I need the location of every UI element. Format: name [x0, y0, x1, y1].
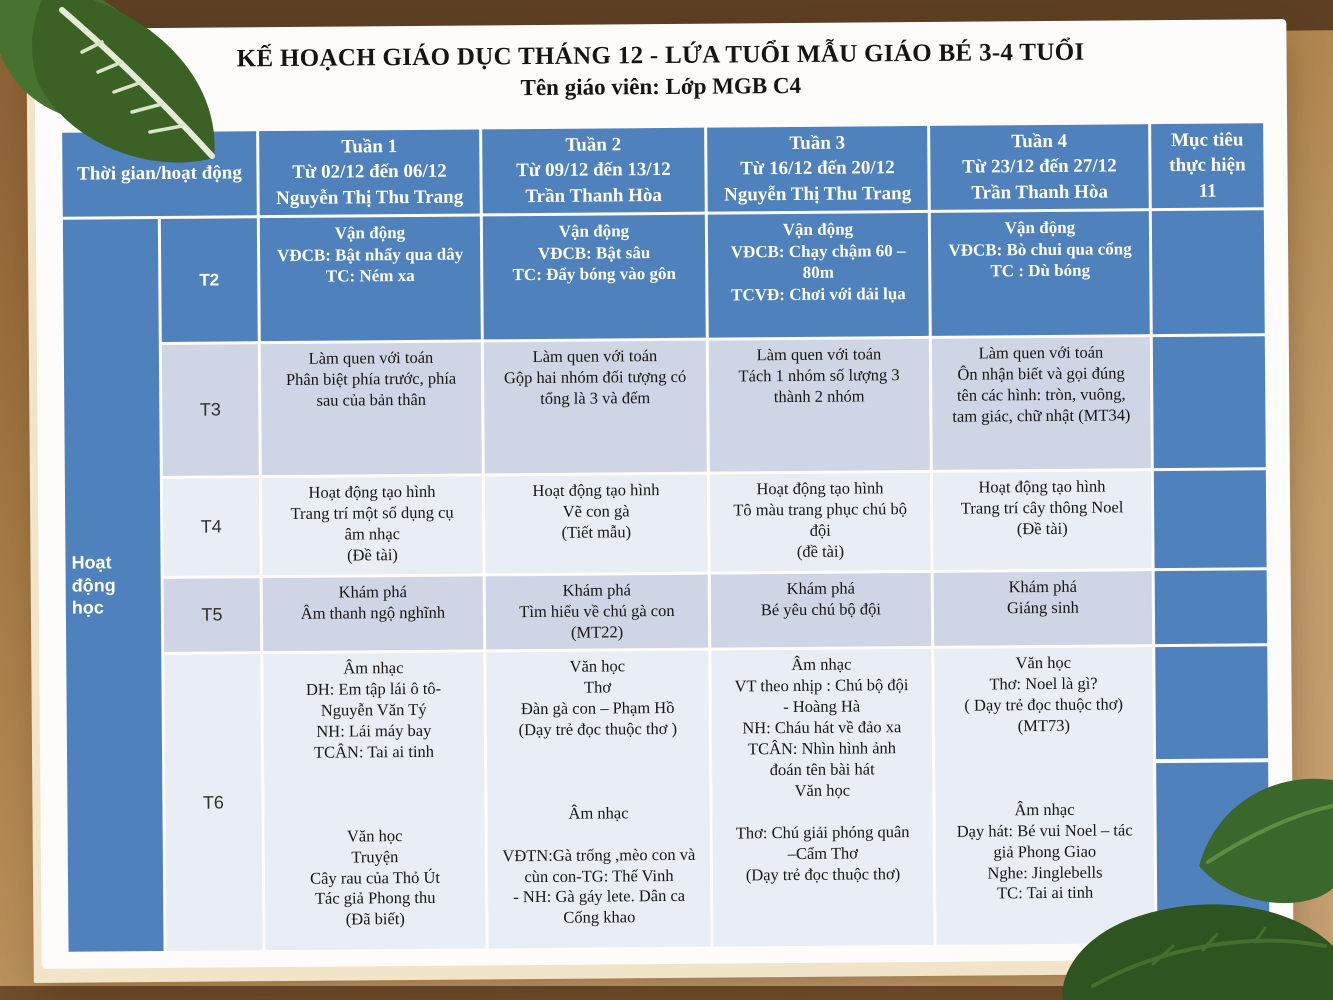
- table-cell: Làm quen với toán Ôn nhận biết và gọi đúng tên các hình: tròn, vuông, tam giác, chữ nhật (MT34): [932, 337, 1151, 470]
- table-cell: Khám phá Bé yêu chú bộ đội: [711, 573, 932, 648]
- table-cell: Làm quen với toán Gộp hai nhóm đối tượng có tổng là 3 và đếm: [484, 341, 707, 474]
- target-cell: [1153, 336, 1266, 468]
- bottom-brown-strip: [0, 986, 1333, 1000]
- target-cell: [1152, 210, 1265, 334]
- table-cell: Hoạt động tạo hình Trang trí cây thông Noel (Đề tài): [933, 471, 1152, 570]
- table-cell: Âm nhạc DH: Em tập lái ô tô- Nguyễn Văn Tý NH: Lái máy bay TCÂN: Tai ai tinh Văn học Truyện Cây rau của Thỏ Út Tác giả Phong thu (Đã biết): [263, 652, 485, 950]
- table-cell: Âm nhạc VT theo nhịp : Chú bộ đội - Hoàng Hà NH: Cháu hát về đảo xa TCÂN: Nhìn hình ảnh đoán tên bài hát Văn học Thơ: Chú giải phóng quân –Cẩm Thơ (Dạy trẻ đọc thuộc thơ): [711, 649, 933, 947]
- header-target: Mục tiêu thực hiện 11: [1151, 123, 1264, 208]
- target-cell: [1155, 646, 1268, 759]
- table-cell: Vận động VĐCB: Bò chui qua cổng TC : Dù bóng: [931, 211, 1150, 336]
- header-week-4: Tuần 4 Từ 23/12 đến 27/12 Trần Thanh Hòa: [930, 124, 1149, 210]
- title-line-2: Tên giáo viên: Lớp MGB C4: [520, 72, 802, 101]
- day-label-t5: T5: [164, 578, 261, 652]
- target-cell: [1155, 570, 1268, 644]
- title-line-1: KẾ HOẠCH GIÁO DỤC THÁNG 12 - LỨA TUỔI MẪU GIÁO BÉ 3-4 TUỔI: [236, 38, 1085, 73]
- table-cell: Khám phá Giáng sinh: [934, 571, 1153, 646]
- header-week-1: Tuần 1 Từ 02/12 đến 06/12 Nguyễn Thị Thu Trang: [259, 129, 480, 215]
- target-cell-group: [1155, 646, 1269, 943]
- header-week-3: Tuần 3 Từ 16/12 đến 20/12 Nguyễn Thị Thu Trang: [707, 126, 928, 212]
- header-week-2: Tuần 2 Từ 09/12 đến 13/12 Trần Thanh Hòa: [482, 128, 705, 214]
- table-cell: Văn học Thơ: Noel là gì? ( Dạy trẻ đọc thuộc thơ) (MT73) Âm nhạc Dạy hát: Bé vui Noel – tác giả Phong Giao Nghe: Jinglebells TC: Tai ai tinh: [934, 647, 1154, 945]
- table-cell: Khám phá Tìm hiểu về chú gà con (MT22): [486, 575, 709, 650]
- day-label-t2: T2: [161, 218, 258, 342]
- table-cell: Làm quen với toán Phân biệt phía trước, phía sau của bản thân: [261, 342, 482, 475]
- day-label-t6: T6: [164, 654, 262, 951]
- plan-table: [62, 123, 1269, 951]
- header-time-activity: Thời gian/hoạt động: [62, 131, 257, 217]
- target-cell: [1154, 470, 1267, 568]
- table-cell: Hoạt động tạo hình Trang trí một số dụng cụ âm nhạc (Đề tài): [262, 476, 483, 575]
- target-cell: [1156, 762, 1269, 943]
- paper-sheet: [34, 19, 1293, 969]
- table-cell: Làm quen với toán Tách 1 nhóm số lượng 3 thành 2 nhóm: [709, 339, 930, 472]
- table-cell: Vận động VĐCB: Bật sâu TC: Đẩy bóng vào gôn: [483, 215, 706, 340]
- table-cell: Vận động VĐCB: Chạy chậm 60 – 80m TCVĐ: Chơi với dải lụa: [708, 213, 929, 338]
- day-label-t4: T4: [163, 478, 260, 576]
- day-label-t3: T3: [162, 344, 259, 476]
- table-cell: Khám phá Âm thanh ngộ nghĩnh: [263, 576, 484, 651]
- activity-group-label: Hoạt động học: [63, 219, 164, 952]
- table-cell: Vận động VĐCB: Bật nhẩy qua dây TC: Ném xa: [260, 216, 481, 341]
- table-cell: Văn học Thơ Đàn gà con – Phạm Hồ (Dạy trẻ đọc thuộc thơ ) Âm nhạc VĐTN:Gà trống ,mèo con và cùn con-TG: Thế Vinh - NH: Gà gáy lete. Dân ca Cống khao: [486, 651, 710, 949]
- table-cell: Hoạt động tạo hình Tô màu trang phục chú bộ đội (đề tài): [710, 473, 931, 572]
- table-cell: Hoạt động tạo hình Vẽ con gà (Tiết mẫu): [485, 475, 708, 574]
- page-title: [34, 37, 1286, 105]
